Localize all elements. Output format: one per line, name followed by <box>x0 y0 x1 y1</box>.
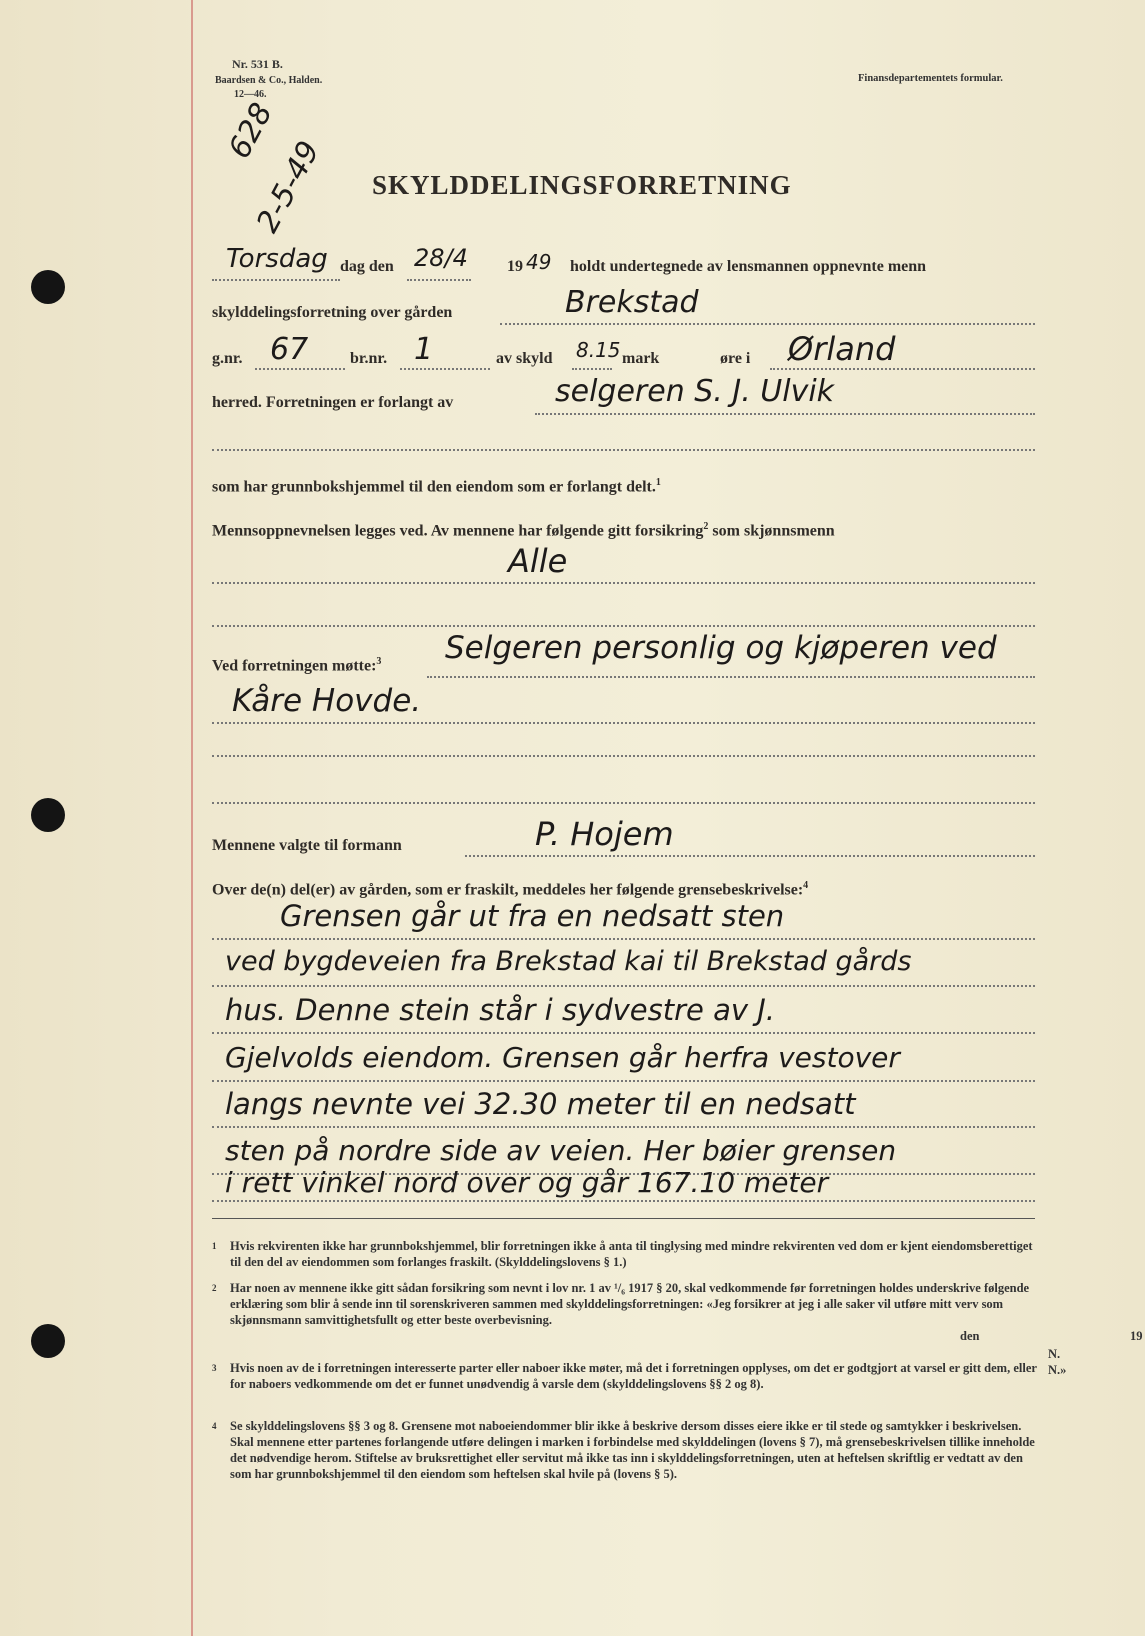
attended-value: Selgeren personlig og kjøperen ved <box>445 630 997 666</box>
dotted-line <box>212 985 1035 987</box>
day-value: Torsdag <box>226 244 328 274</box>
boundary-line: langs nevnte vei 32.30 meter til en nedsatt <box>225 1087 856 1121</box>
footnote-separator <box>212 1218 1035 1219</box>
margin-rule <box>191 0 193 1636</box>
attended-label: Ved forretningen møtte:$^3$ <box>212 656 382 675</box>
footnote-number: 1 <box>212 1241 217 1251</box>
footnote-number: 2 <box>212 1283 217 1293</box>
ore-label: øre i <box>720 350 751 367</box>
boundary-line: sten på nordre side av veien. Her bøier grensen <box>225 1134 897 1167</box>
dotted-line <box>212 802 1035 804</box>
footnote-3 <box>212 1360 1042 1392</box>
chairman-label: Mennene valgte til formann <box>212 837 402 854</box>
herred-label: herred. Forretningen er forlangt av <box>212 394 454 411</box>
punch-hole <box>31 798 65 832</box>
chairman-value: P. Hojem <box>535 815 674 853</box>
boundary-line: ved bygdeveien fra Brekstad kai til Brekstad gårds <box>225 946 912 977</box>
footnote-text: Hvis noen av de i forretningen interesserte parter eller naboer ikke møter, må det i forretningen opplyses, om det er godtgjort at varsel er gitt dem, eller for naboers vedkommende om det er funnet unødvendig å varsle dem (skylddelingslovens §§ 2 og 8). <box>230 1361 1037 1391</box>
dotted-line <box>212 582 1035 584</box>
farm-value: Brekstad <box>565 285 699 320</box>
boundary-line: Grensen går ut fra en nedsatt sten <box>280 899 785 933</box>
dotted-line <box>770 368 1035 370</box>
margin-note-date: 2-5-49 <box>250 135 327 239</box>
herred-value: Ørland <box>788 330 896 368</box>
boundary-label: Over de(n) del(er) av gården, som er fraskilt, meddeles her følgende grensebeskrivelse:$^4$ <box>212 880 809 899</box>
dotted-line <box>212 279 340 281</box>
day-suffix: dag den <box>340 258 394 275</box>
brnr-value: 1 <box>414 332 434 367</box>
grunnbok-text: som har grunnbokshjemmel til den eiendom som er forlangt delt.$^1$ <box>212 477 661 496</box>
dotted-line <box>212 625 1035 627</box>
footnote-year: 19 <box>1130 1329 1143 1343</box>
dotted-line <box>500 323 1035 325</box>
dotted-line <box>255 368 345 370</box>
attended-value: Kåre Hovde. <box>232 683 422 719</box>
dotted-line <box>212 722 1035 724</box>
printer-name: Baardsen & Co., Halden. <box>215 75 323 86</box>
dotted-line <box>212 755 1035 757</box>
menn-text: Mennsoppnevnelsen legges ved. Av mennene har følgende gitt forsikring$^2$ som skjønnsmenn <box>212 521 835 540</box>
dotted-line <box>212 1126 1035 1128</box>
dotted-line <box>407 279 471 281</box>
mark-label: mark <box>622 350 660 367</box>
brnr-label: br.nr. <box>350 350 388 367</box>
skyld-value: 8.15 <box>576 338 621 362</box>
footnote-text: Se skylddelingslovens §§ 3 og 8. Grensene mot naboeiendommer blir ikke å beskrive dersom disses eiere ikke er til stede og samtykker i beskrivelsen. Skal mennene etter partenes forlangende utføre delingen i marken i forbindelse med skylddelingen (lovens § 7), må grensebeskrivelsen tillike inneholde det nødvendige herom. Stiftelse av bruksrettighet eller servitut må ikke tas inn i skylddelingsforretningen, uten at heftelsen skriftlig er vedtatt av den som har grunnbokshjemmel til den eiendom som heftelsen skal hvile på (lovens § 5). <box>230 1419 1035 1481</box>
farm-label: skylddelingsforretning over gården <box>212 304 453 321</box>
year-prefix: 19 <box>507 258 523 275</box>
form-source: Finansdepartementets formular. <box>858 73 1003 84</box>
footnote-4 <box>212 1418 1042 1482</box>
footnote-text: Hvis rekvirenten ikke har grunnbokshjemmel, blir forretningen ikke å anta til tinglysing med mindre rekvirenten ved dom er kjent eiendomsberettiget til den del av eiendommen som forlanges fraskilt. (Skylddelingslovens § 1.) <box>230 1239 1033 1269</box>
intro-text: holdt undertegnede av lensmannen oppnevnte menn <box>570 258 927 275</box>
footnote-1 <box>212 1238 1042 1270</box>
boundary-line: Gjelvolds eiendom. Grensen går herfra vestover <box>225 1041 900 1074</box>
margin-note-number: 628 <box>222 97 280 165</box>
print-date: 12—46. <box>234 89 267 100</box>
footnote-number: 3 <box>212 1363 217 1373</box>
gnr-value: 67 <box>270 332 309 367</box>
dotted-line <box>400 368 490 370</box>
form-number: Nr. 531 B. <box>232 57 283 71</box>
dotted-line <box>427 676 1035 678</box>
date-value: 28/4 <box>414 244 468 272</box>
dotted-line <box>212 1200 1035 1202</box>
dotted-line <box>212 1080 1035 1082</box>
boundary-line: hus. Denne stein står i sydvestre av J. <box>225 993 776 1027</box>
dotted-line <box>212 449 1035 451</box>
year-value: 49 <box>526 250 552 274</box>
footnote-number: 4 <box>212 1421 217 1431</box>
punch-hole <box>31 1324 65 1358</box>
dotted-line <box>465 855 1035 857</box>
gnr-label: g.nr. <box>212 350 243 367</box>
punch-hole <box>31 270 65 304</box>
footnote-signature: N. N.» <box>1048 1347 1067 1377</box>
dotted-line <box>535 413 1035 415</box>
boundary-line: i rett vinkel nord over og går 167.10 meter <box>225 1166 829 1199</box>
dotted-line <box>572 368 612 370</box>
dotted-line <box>212 1032 1035 1034</box>
menn-value: Alle <box>508 542 568 580</box>
footnote-den: den <box>960 1329 980 1343</box>
requested-by-value: selgeren S. J. Ulvik <box>555 374 835 409</box>
document-title: SKYLDDELINGSFORRETNING <box>372 170 792 200</box>
footnote-text: Har noen av mennene ikke gitt sådan forsikring som nevnt i lov nr. 1 av ¹/₆ 1917 § 20, skal vedkommende før forretningen holdes underskrive følgende erklæring som blir å sende inn til sorenskriveren sammen med skylddelingsforretningen: «Jeg forsikrer at jeg i alle saker vil utføre mitt verv som skjønnsmann samvittighetsfullt og etter beste overbevisning. <box>230 1281 1030 1327</box>
skyld-label: av skyld <box>496 350 553 367</box>
dotted-line <box>212 938 1035 940</box>
